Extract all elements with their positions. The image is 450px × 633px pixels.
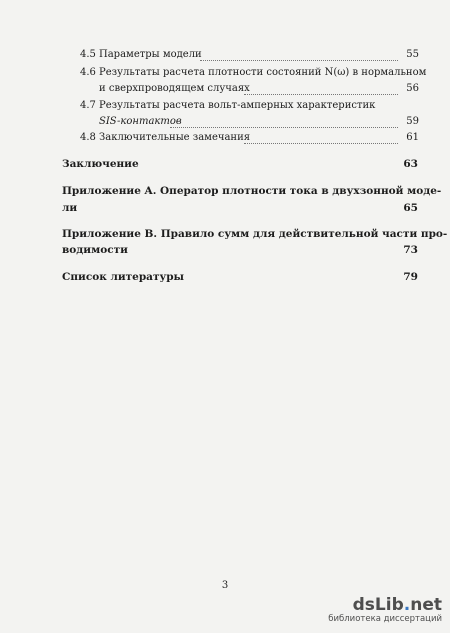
watermark (328, 596, 442, 625)
section-number: 4.5 (80, 49, 96, 60)
leader-dots (244, 133, 398, 144)
page-ref: 55 (406, 49, 419, 60)
page-ref: 63 (403, 158, 418, 170)
chapter-title-cont: ли (62, 202, 78, 214)
chapter-title: Приложение A. Оператор плотности тока в двухзонной моде- (62, 185, 442, 197)
leader-dots (170, 117, 398, 128)
leader-dots (200, 50, 398, 61)
section-title-cont: и сверхпроводящем случаях (99, 83, 250, 94)
section-title: Результаты расчета плотности состояний N(ω) в нормальном (99, 67, 427, 78)
watermark-logo: dsLib.net (352, 595, 442, 615)
leader-dots (244, 84, 398, 95)
chapter-title: Заключение (62, 158, 139, 170)
page-ref: 65 (403, 202, 418, 214)
page-ref: 56 (406, 83, 419, 94)
page-ref: 61 (406, 132, 419, 143)
section-title: Параметры модели (99, 49, 202, 60)
chapter-title-cont: водимости (62, 244, 128, 256)
section-title-cont: SIS-контактов (99, 116, 182, 127)
chapter-title: Приложение B. Правило сумм для действительной части про- (62, 228, 448, 240)
watermark-subtitle: библиотека диссертаций (328, 614, 442, 624)
page-number: 3 (221, 580, 229, 591)
section-title: Результаты расчета вольт-амперных характеристик (99, 100, 376, 111)
chapter-title: Список литературы (62, 271, 185, 283)
section-number: 4.7 (80, 100, 96, 111)
section-number: 4.8 (80, 132, 96, 143)
page-ref: 73 (403, 244, 418, 256)
page-ref: 59 (406, 116, 419, 127)
section-number: 4.6 (80, 67, 96, 78)
section-title: Заключительные замечания (99, 132, 251, 143)
page-ref: 79 (403, 271, 418, 283)
